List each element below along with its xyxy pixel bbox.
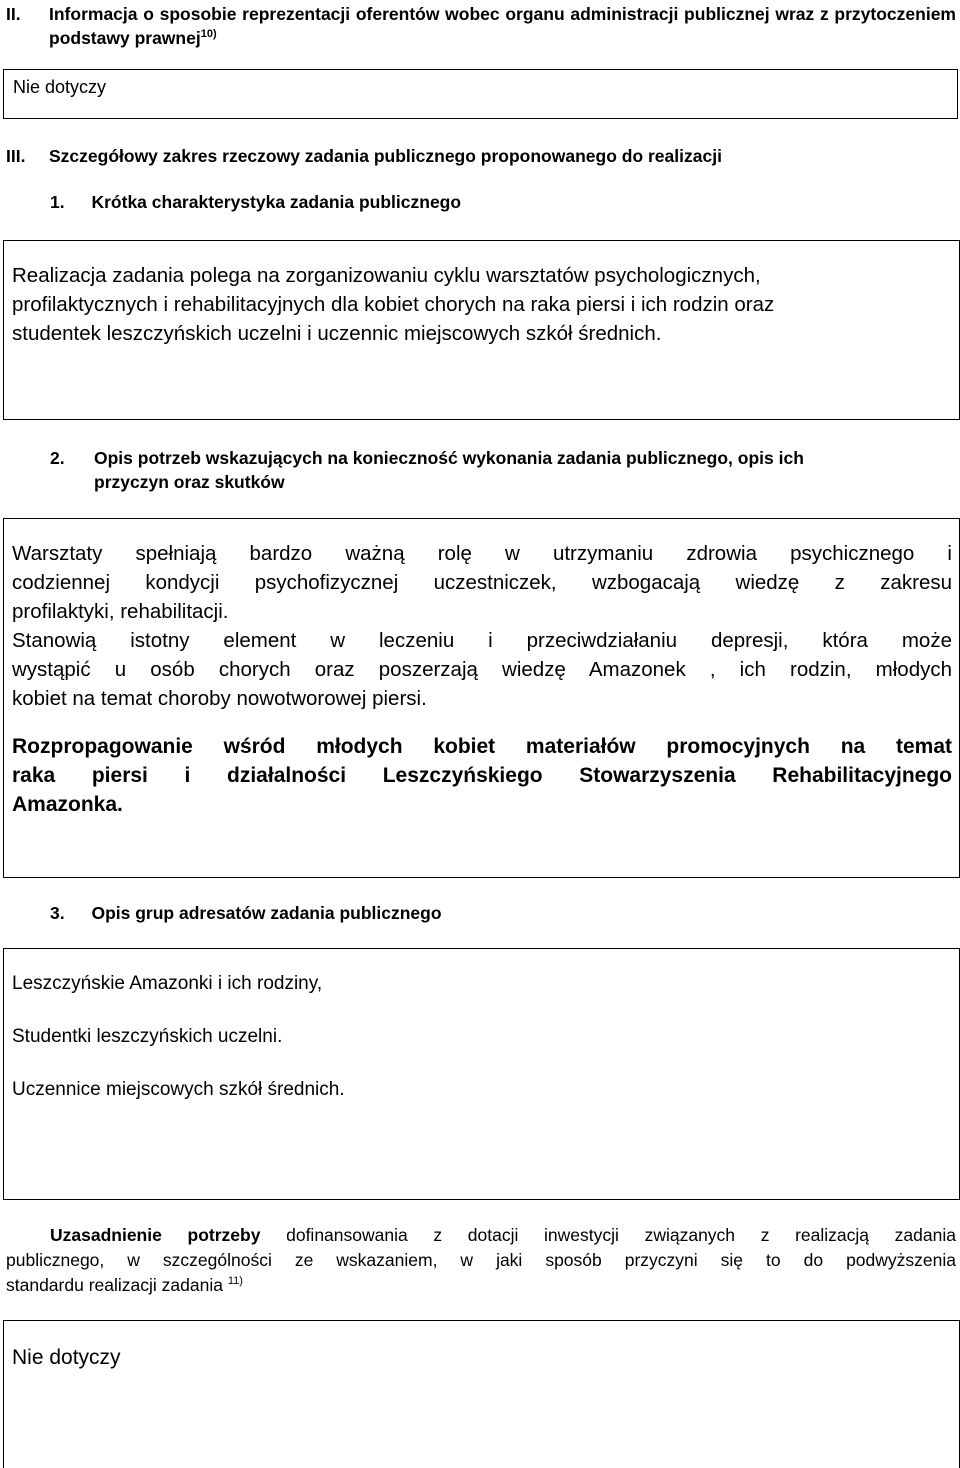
item-2-title-line-2: przyczyn oraz skutków [94,472,285,492]
section-ii-title: Informacja o sposobie reprezentacji oferentów wobec organu administracji publicznej wraz z przytoczeniem podstawy prawnej$^{10)}$ [49,4,956,48]
section-ii-answer-box [3,69,958,119]
item-1-title: Krótka charakterystyka zadania publicznego [91,192,462,212]
item-4-title-bold: Uzasadnienie potrzeby [50,1225,261,1245]
footnote-11: 11) [227,1275,243,1288]
section-ii-heading [6,2,956,50]
item-4-answer-box [3,1320,960,1468]
item-2-title-line-1: Opis potrzeb wskazujących na konieczność wykonania zadania publicznego, opis ich [94,448,804,468]
item-2-text [12,539,952,819]
item-4-line-2: publicznego, w szczególności ze wskazaniem, w jaki sposób przyczyni się to do podwyższenia [6,1250,956,1270]
item-3-heading [50,901,442,925]
item-1-heading [50,190,461,214]
item-1-line: Realizacja zadania polega na zorganizowaniu cyklu warsztatów psychologicznych, [12,264,761,287]
item-1-text [12,261,952,348]
item-4-answer: Nie dotyczy [12,1346,121,1369]
group-item: Uczennice miejscowych szkół średnich. [12,1079,345,1100]
para-3-bold [12,732,952,819]
item-2-number: 2. [50,448,65,468]
item-2-heading [50,446,956,494]
item-3-box [3,948,960,1200]
para-3-line: Rozpropagowanie wśród młodych kobiet materiałów promocyjnych na temat [12,735,952,758]
para-2-line: Stanowią istotny element w leczeniu i przeciwdziałaniu depresji, która może [12,629,952,652]
item-1-line: profilaktycznych i rehabilitacyjnych dla kobiet chorych na raka piersi i ich rodzin oraz [12,293,775,316]
para-1-line: codziennej kondycji psychofizycznej uczestniczek, wzbogacają wiedzę z zakresu [12,571,952,594]
group-item: Leszczyńskie Amazonki i ich rodziny, [12,973,323,994]
item-4-title-rest: dofinansowania z dotacji inwestycji związanych z realizacją zadania [286,1225,956,1245]
para-1-line: profilaktyki, rehabilitacji. [12,600,229,623]
item-4-line-3: standardu realizacji zadania $^{11)}$ [6,1275,243,1295]
section-ii-number: II. [6,4,21,24]
section-iii-heading [6,144,956,168]
item-4-line-1 [50,1223,956,1248]
item-3-title: Opis grup adresatów zadania publicznego [91,903,442,923]
section-ii-answer: Nie dotyczy [13,77,107,97]
para-1-line: Warsztaty spełniają bardzo ważną rolę w utrzymaniu zdrowia psychicznego i [12,542,952,565]
item-1-number: 1. [50,192,65,212]
group-item: Studentki leszczyńskich uczelni. [12,1026,283,1047]
para-2-line: kobiet na temat choroby nowotworowej piersi. [12,687,427,710]
item-2-box [3,518,960,878]
para-2-line: wystąpić u osób chorych oraz poszerzają wiedzę Amazonek , ich rodzin, młodych [12,658,952,681]
footnote-10: 10) [200,28,217,41]
item-3-number: 3. [50,903,65,923]
para-3-line: raka piersi i działalności Leszczyńskiego Stowarzyszenia Rehabilitacyjnego [12,764,952,787]
para-3-line: Amazonka. [12,793,123,816]
item-1-box [3,240,960,420]
item-4-heading [6,1223,956,1298]
section-iii-number: III. [6,146,26,166]
section-iii-title: Szczegółowy zakres rzeczowy zadania publicznego proponowanego do realizacji [49,146,722,166]
item-1-line: studentek leszczyńskich uczelni i uczennic miejscowych szkół średnich. [12,322,662,345]
